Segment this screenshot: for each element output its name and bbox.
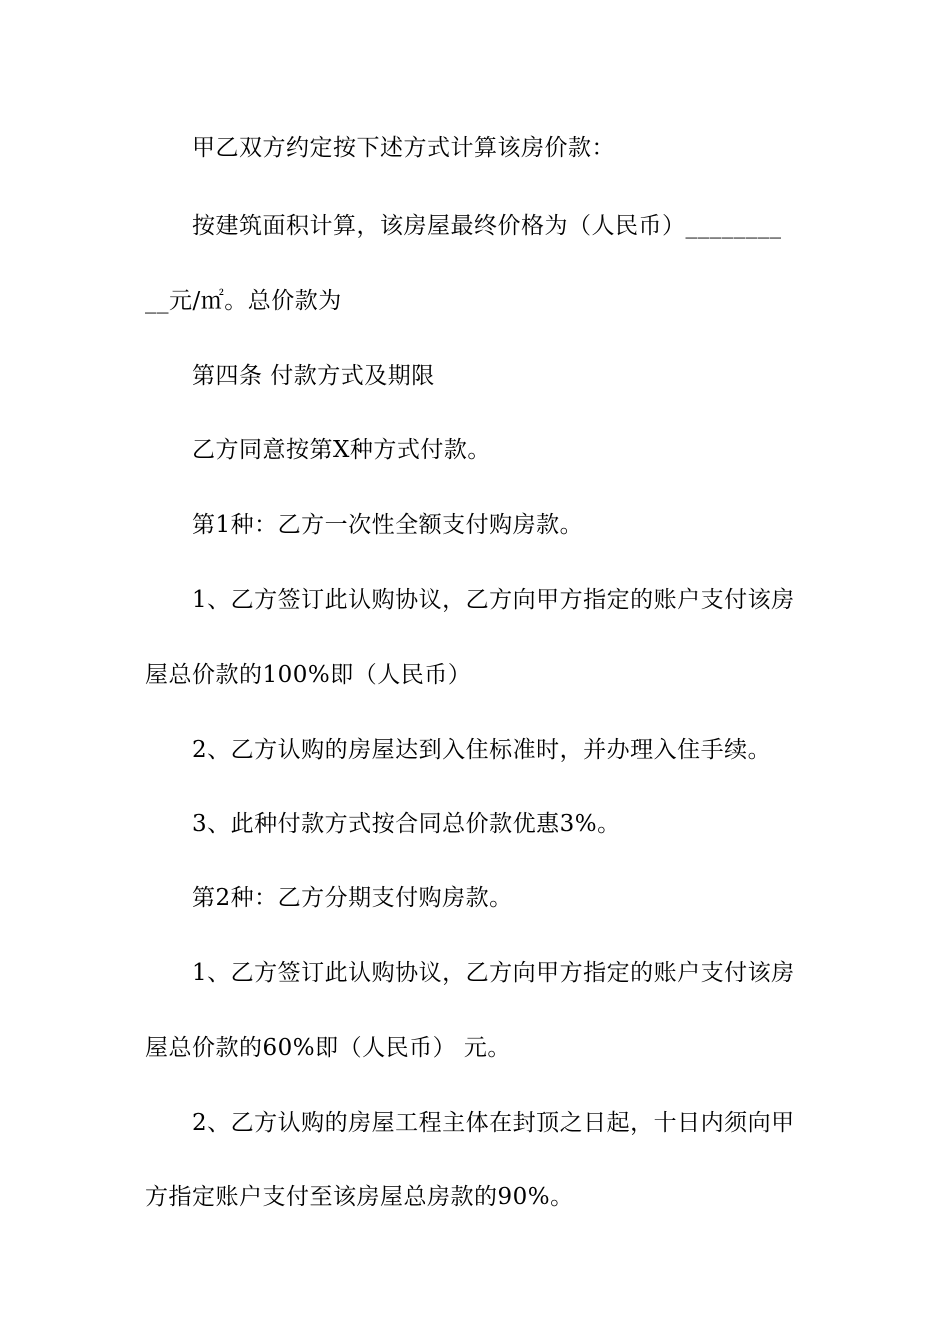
paragraph-line: 3、此种付款方式按合同总价款优惠3%。: [192, 811, 621, 837]
paragraph-line: __元/㎡。总价款为: [145, 288, 342, 314]
paragraph-line: 方指定账户支付至该房屋总房款的90%。: [145, 1184, 574, 1210]
paragraph-line: 屋总价款的60%即（人民币） 元。: [145, 1035, 511, 1061]
paragraph-line: 按建筑面积计算，该房屋最终价格为（人民币）________: [192, 213, 782, 239]
paragraph-line: 2、乙方认购的房屋达到入住标准时，并办理入住手续。: [192, 737, 772, 763]
paragraph-line: 第2种：乙方分期支付购房款。: [192, 885, 513, 911]
paragraph-line: 1、乙方签订此认购协议，乙方向甲方指定的账户支付该房: [192, 960, 795, 986]
paragraph-line: 屋总价款的100%即（人民币）: [145, 662, 472, 688]
paragraph-line: 第1种：乙方一次性全额支付购房款。: [192, 512, 584, 538]
paragraph-line: 1、乙方签订此认购协议，乙方向甲方指定的账户支付该房: [192, 587, 795, 613]
paragraph-line: 乙方同意按第Ⅹ种方式付款。: [192, 437, 491, 463]
paragraph-line: 甲乙双方约定按下述方式计算该房价款：: [192, 135, 615, 161]
paragraph-line: 2、乙方认购的房屋工程主体在封顶之日起，十日内须向甲: [192, 1110, 795, 1136]
section-heading: 第四条 付款方式及期限: [192, 363, 435, 389]
